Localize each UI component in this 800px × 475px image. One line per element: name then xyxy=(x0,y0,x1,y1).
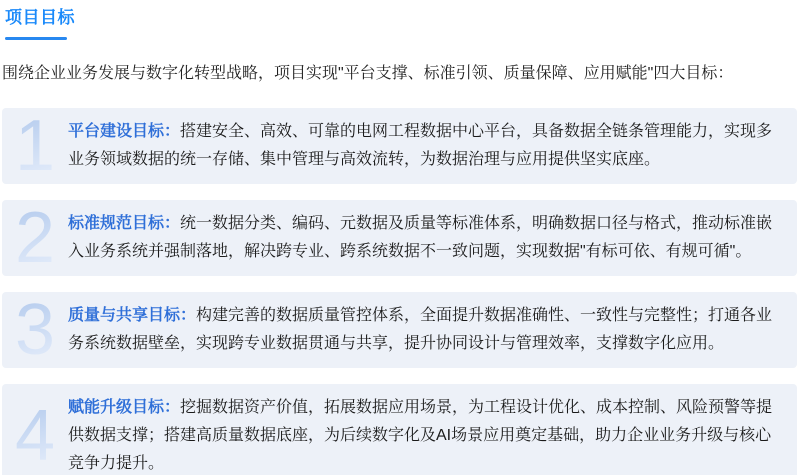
goal-card-enablement xyxy=(2,384,797,475)
goal-number-column xyxy=(2,198,68,279)
section-header xyxy=(5,8,800,40)
goal-number: 4 xyxy=(14,396,56,475)
goal-label: 质量与共享目标： xyxy=(68,307,197,325)
goal-body: 挖掘数据资产价值，拓展数据应用场景，为工程设计优化、成本控制、风险预警等提供数据支撑；搭建高质量数据底座，为后续数字化及AI场景应用奠定基础，助力企业业务升级与核心竞争力提升。 xyxy=(68,399,773,473)
goal-number: 3 xyxy=(14,290,56,371)
intro-text: 围绕企业业务发展与数字化转型战略，项目实现"平台支撑、标准引领、质量保障、应用赋能"四大目标： xyxy=(2,65,734,83)
goal-label: 标准规范目标： xyxy=(68,215,181,233)
goal-body: 搭建安全、高效、可靠的电网工程数据中心平台，具备数据全链条管理能力，实现多业务领域数据的统一存储、集中管理与高效流转，为数据治理与应用提供坚实底座。 xyxy=(68,123,773,169)
goal-label: 赋能升级目标： xyxy=(68,399,181,417)
goal-text-block xyxy=(68,108,797,184)
goal-text-block xyxy=(68,200,797,276)
goal-label: 平台建设目标： xyxy=(68,123,181,141)
goal-number-column xyxy=(2,384,68,475)
goal-number: 1 xyxy=(14,106,56,187)
goal-body: 统一数据分类、编码、元数据及质量等标准体系，明确数据口径与格式，推动标准嵌入业务系统并强制落地，解决跨专业、跨系统数据不一致问题，实现数据"有标可依、有规可循"。 xyxy=(68,215,773,261)
goal-text-block xyxy=(68,292,797,368)
goal-text-block xyxy=(68,384,797,475)
page-title: 项目目标 xyxy=(5,8,75,27)
goal-card-platform xyxy=(2,106,797,187)
goal-number-column xyxy=(2,290,68,371)
goal-number: 2 xyxy=(14,198,56,279)
goal-card-standards xyxy=(2,198,797,279)
goal-cards xyxy=(0,108,800,475)
goal-body: 构建完善的数据质量管控体系，全面提升数据准确性、一致性与完整性；打通各业务系统数据壁垒，实现跨专业数据贯通与共享，提升协同设计与管理效率，支撑数字化应用。 xyxy=(68,307,773,353)
goal-number-column xyxy=(2,106,68,187)
goal-card-quality-sharing xyxy=(2,290,797,371)
title-underline xyxy=(5,37,67,40)
